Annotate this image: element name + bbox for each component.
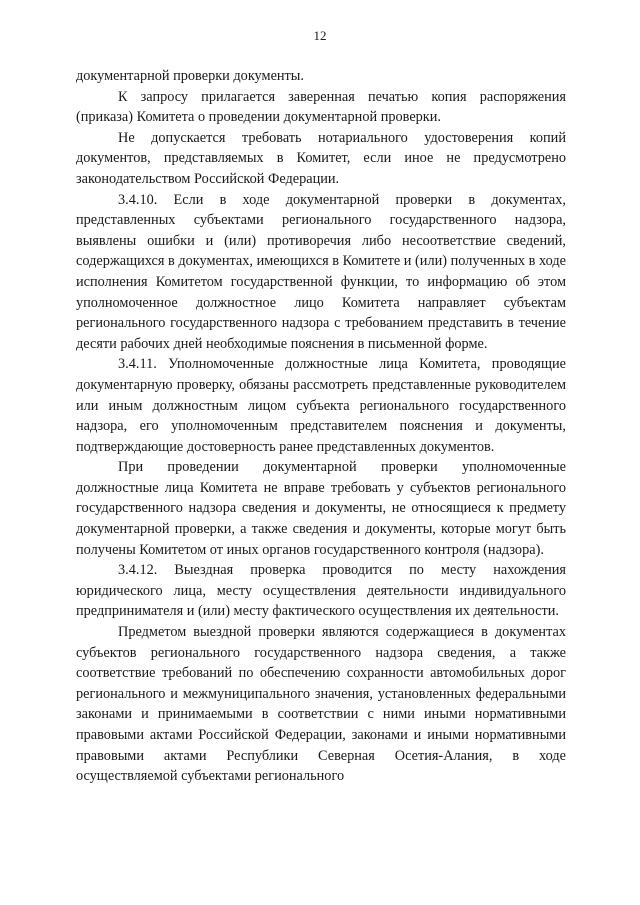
paragraph-field-check-subject: Предметом выездной проверки являются содержащиеся в документах субъектов регионального государственного надзора сведения, а также соответствие требований по обеспечению сохранности автомобильных дорог регионального и межмуниципального значения, установленных федеральными законами и принимаемыми в соответствии с ними иными нормативными правовыми актами Российской Федерации, законами и иными нормативными правовыми актами Республики Северная Осетия-Алания, в ходе осуществляемой субъектами регионального [76, 624, 566, 785]
paragraph-3-4-10: 3.4.10. Если в ходе документарной проверки в документах, представленных субъектами регионального государственного надзора, выявлены ошибки и (или) противоречия либо несоответствие сведений, содержащихся в документах, имеющихся в Комитете и (или) полученных в ходе исполнения Комитетом государственной функции, то информацию об этом уполномоченное должностное лицо Комитета направляет субъектам регионального государственного надзора с требованием представить в течение десяти рабочих дней необходимые пояснения в письменной форме. [76, 191, 566, 352]
paragraph-request-attachment: К запросу прилагается заверенная печатью копия распоряжения (приказа) Комитета о проведении документарной проверки. [76, 88, 566, 126]
paragraph-3-4-11: 3.4.11. Уполномоченные должностные лица Комитета, проводящие документарную проверку, обязаны рассмотреть представленные руководителем или иным должностным лицом субъекта регионального государственного надзора, его уполномоченным представителем пояснения и документы, подтверждающие достоверность ранее представленных документов. [76, 356, 566, 455]
paragraph-notary-prohibition: Не допускается требовать нотариального удостоверения копий документов, представляемых в Комитет, если иное не предусмотрено законодательством Российской Федерации. [76, 129, 566, 187]
paragraph-continuation: документарной проверки документы. [76, 68, 304, 84]
paragraph-documentary-check-limits: При проведении документарной проверки уполномоченные должностные лица Комитета не вправе требовать у субъектов регионального государственного надзора сведения и документы, не относящиеся к предмету документарной проверки, а также сведения и документы, которые могут быть получены Комитетом от иных органов государственного контроля (надзора). [76, 459, 566, 558]
paragraph-3-4-12: 3.4.12. Выездная проверка проводится по месту нахождения юридического лица, месту осуществления деятельности индивидуального предпринимателя и (или) месту фактического осуществления их деятельности. [76, 562, 566, 620]
page-number: 12 [313, 28, 327, 43]
document-body [76, 66, 566, 787]
